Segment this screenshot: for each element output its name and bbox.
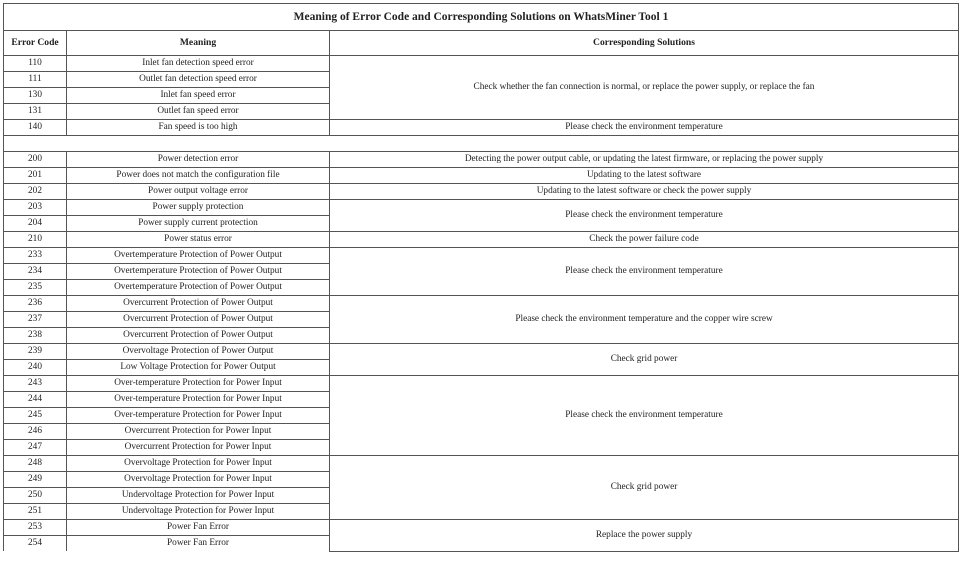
- table-body: [4, 56, 959, 552]
- error-code-cell: 204: [4, 216, 67, 232]
- table-row: [4, 200, 959, 216]
- error-code-cell: 235: [4, 280, 67, 296]
- error-code-cell: 240: [4, 360, 67, 376]
- header-solutions: Corresponding Solutions: [330, 31, 959, 56]
- table-title: Meaning of Error Code and Corresponding Solutions on WhatsMiner Tool 1: [4, 4, 959, 31]
- meaning-cell: Overcurrent Protection of Power Output: [67, 296, 330, 312]
- solution-cell: Please check the environment temperature: [330, 200, 959, 232]
- error-code-cell: 111: [4, 72, 67, 88]
- error-code-cell: 244: [4, 392, 67, 408]
- meaning-cell: Over-temperature Protection for Power Input: [67, 408, 330, 424]
- solution-cell: Please check the environment temperature and the copper wire screw: [330, 296, 959, 344]
- error-code-cell: 110: [4, 56, 67, 72]
- error-code-table: [3, 3, 959, 552]
- meaning-cell: Power detection error: [67, 152, 330, 168]
- solution-cell: Check grid power: [330, 456, 959, 520]
- solution-cell: Detecting the power output cable, or updating the latest firmware, or replacing the power supply: [330, 152, 959, 168]
- solution-cell: Check grid power: [330, 344, 959, 376]
- meaning-cell: Overtemperature Protection of Power Output: [67, 248, 330, 264]
- error-code-cell: 249: [4, 472, 67, 488]
- table-row: [4, 296, 959, 312]
- meaning-cell: Undervoltage Protection for Power Input: [67, 488, 330, 504]
- table-row: [4, 168, 959, 184]
- error-code-cell: 236: [4, 296, 67, 312]
- table-row: [4, 152, 959, 168]
- meaning-cell: Power status error: [67, 232, 330, 248]
- error-code-cell: 247: [4, 440, 67, 456]
- meaning-cell: Power supply protection: [67, 200, 330, 216]
- meaning-cell: Fan speed is too high: [67, 120, 330, 136]
- table-row: [4, 120, 959, 136]
- meaning-cell: Overcurrent Protection for Power Input: [67, 440, 330, 456]
- error-code-cell: 200: [4, 152, 67, 168]
- meaning-cell: Power Fan Error: [67, 520, 330, 536]
- meaning-cell: Low Voltage Protection for Power Output: [67, 360, 330, 376]
- meaning-cell: Inlet fan speed error: [67, 88, 330, 104]
- error-code-cell: 131: [4, 104, 67, 120]
- error-code-cell: 246: [4, 424, 67, 440]
- meaning-cell: Overvoltage Protection for Power Input: [67, 456, 330, 472]
- meaning-cell: Overcurrent Protection for Power Input: [67, 424, 330, 440]
- meaning-cell: Power supply current protection: [67, 216, 330, 232]
- table-row: [4, 248, 959, 264]
- meaning-cell: Over-temperature Protection for Power Input: [67, 392, 330, 408]
- meaning-cell: Overvoltage Protection for Power Input: [67, 472, 330, 488]
- table-row: [4, 520, 959, 536]
- solution-cell: Replace the power supply: [330, 520, 959, 552]
- error-code-cell: 210: [4, 232, 67, 248]
- table-row: [4, 344, 959, 360]
- error-code-cell: 233: [4, 248, 67, 264]
- error-code-cell: 203: [4, 200, 67, 216]
- error-code-cell: 251: [4, 504, 67, 520]
- error-code-cell: 243: [4, 376, 67, 392]
- solution-cell: Updating to the latest software: [330, 168, 959, 184]
- error-code-cell: 239: [4, 344, 67, 360]
- header-meaning: Meaning: [67, 31, 330, 56]
- table-row: [4, 456, 959, 472]
- error-code-cell: 234: [4, 264, 67, 280]
- error-code-cell: 237: [4, 312, 67, 328]
- meaning-cell: Overcurrent Protection of Power Output: [67, 328, 330, 344]
- solution-cell: Check whether the fan connection is normal, or replace the power supply, or replace the fan: [330, 56, 959, 120]
- table-row: [4, 56, 959, 72]
- header-error-code: Error Code: [4, 31, 67, 56]
- table-row: [4, 376, 959, 392]
- solution-cell: Please check the environment temperature: [330, 376, 959, 456]
- meaning-cell: Overtemperature Protection of Power Output: [67, 280, 330, 296]
- solution-cell: Please check the environment temperature: [330, 248, 959, 296]
- solution-cell: Please check the environment temperature: [330, 120, 959, 136]
- meaning-cell: Outlet fan speed error: [67, 104, 330, 120]
- meaning-cell: Power does not match the configuration file: [67, 168, 330, 184]
- error-code-cell: 202: [4, 184, 67, 200]
- spacer-row: [4, 136, 959, 152]
- table-row: [4, 184, 959, 200]
- meaning-cell: Over-temperature Protection for Power Input: [67, 376, 330, 392]
- meaning-cell: Undervoltage Protection for Power Input: [67, 504, 330, 520]
- error-code-cell: 140: [4, 120, 67, 136]
- meaning-cell: Inlet fan detection speed error: [67, 56, 330, 72]
- meaning-cell: Overvoltage Protection of Power Output: [67, 344, 330, 360]
- meaning-cell: Power output voltage error: [67, 184, 330, 200]
- error-code-cell: 250: [4, 488, 67, 504]
- table-row: [4, 232, 959, 248]
- error-code-cell: 248: [4, 456, 67, 472]
- meaning-cell: Overtemperature Protection of Power Output: [67, 264, 330, 280]
- solution-cell: Check the power failure code: [330, 232, 959, 248]
- solution-cell: Updating to the latest software or check the power supply: [330, 184, 959, 200]
- error-code-cell: 238: [4, 328, 67, 344]
- error-code-cell: 130: [4, 88, 67, 104]
- meaning-cell: Power Fan Error: [67, 536, 330, 552]
- error-code-cell: 254: [4, 536, 67, 552]
- error-code-cell: 245: [4, 408, 67, 424]
- spacer-cell: [4, 136, 959, 152]
- error-code-cell: 201: [4, 168, 67, 184]
- meaning-cell: Overcurrent Protection of Power Output: [67, 312, 330, 328]
- meaning-cell: Outlet fan detection speed error: [67, 72, 330, 88]
- error-code-cell: 253: [4, 520, 67, 536]
